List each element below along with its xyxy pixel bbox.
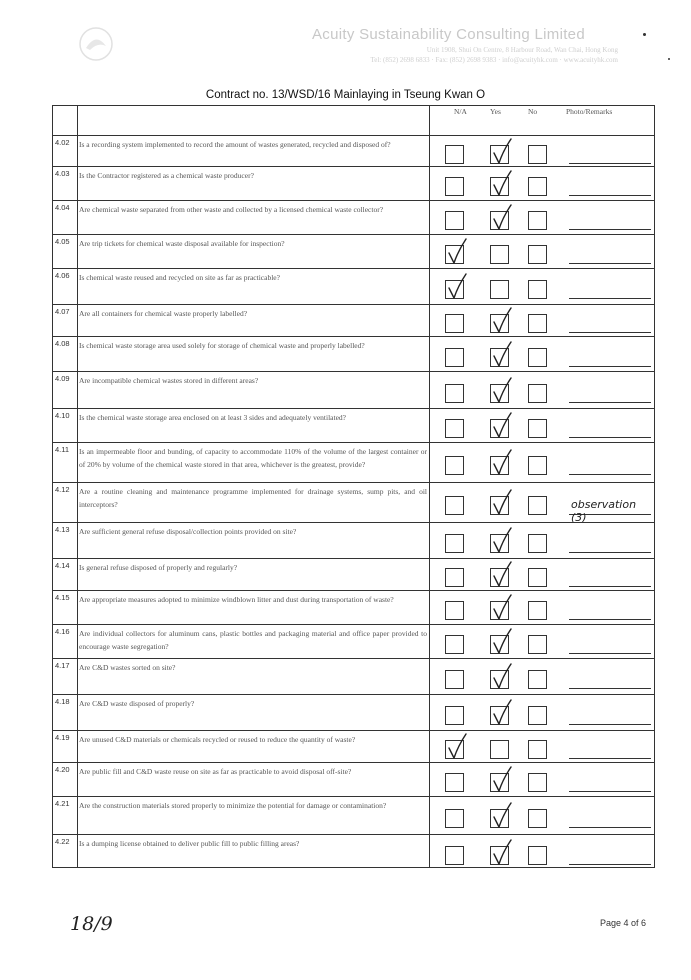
question-text: Are C&D wastes sorted on site? bbox=[79, 663, 176, 672]
checkmark-icon bbox=[492, 666, 512, 692]
page-number: Page 4 of 6 bbox=[600, 918, 647, 928]
checkbox-yes[interactable] bbox=[490, 740, 509, 759]
checkmark-icon bbox=[492, 492, 512, 518]
checkbox-yes[interactable] bbox=[490, 384, 509, 403]
checkbox-na[interactable] bbox=[445, 601, 464, 620]
col-header-no: No bbox=[528, 107, 538, 116]
checkbox-na[interactable] bbox=[445, 568, 464, 587]
checkbox-yes[interactable] bbox=[490, 601, 509, 620]
item-number: 4.10 bbox=[55, 411, 70, 420]
item-number: 4.16 bbox=[55, 627, 70, 636]
item-number: 4.07 bbox=[55, 307, 70, 316]
checkbox-na[interactable] bbox=[445, 670, 464, 689]
checkbox-no[interactable] bbox=[528, 145, 547, 164]
checkbox-no[interactable] bbox=[528, 601, 547, 620]
checkbox-na[interactable] bbox=[445, 773, 464, 792]
checkbox-yes[interactable] bbox=[490, 177, 509, 196]
remarks-line[interactable] bbox=[569, 437, 651, 438]
checkbox-na[interactable] bbox=[445, 348, 464, 367]
checkbox-na[interactable] bbox=[445, 145, 464, 164]
checkbox-na[interactable] bbox=[445, 177, 464, 196]
checkmark-icon bbox=[492, 344, 512, 370]
remarks-line[interactable] bbox=[569, 332, 651, 333]
table-row bbox=[53, 658, 654, 694]
checkbox-yes[interactable] bbox=[490, 145, 509, 164]
checkmark-icon bbox=[492, 702, 512, 728]
table-row bbox=[53, 834, 654, 869]
item-number: 4.02 bbox=[55, 138, 70, 147]
question-text: Are appropriate measures adopted to minimize windblown litter and dust during transportation of waste? bbox=[79, 595, 394, 604]
checkbox-na[interactable] bbox=[445, 384, 464, 403]
checkbox-yes[interactable] bbox=[490, 245, 509, 264]
table-row bbox=[53, 482, 654, 522]
checkbox-no[interactable] bbox=[528, 456, 547, 475]
checkbox-yes[interactable] bbox=[490, 670, 509, 689]
checkbox-na[interactable] bbox=[445, 635, 464, 654]
remarks-line[interactable] bbox=[569, 653, 651, 654]
checkmark-icon bbox=[492, 564, 512, 590]
col-header-yes: Yes bbox=[490, 107, 501, 116]
table-row bbox=[53, 442, 654, 482]
checkmark-icon bbox=[492, 452, 512, 478]
remarks-line[interactable] bbox=[569, 724, 651, 725]
checkbox-no[interactable] bbox=[528, 670, 547, 689]
checkmark-icon bbox=[492, 207, 512, 233]
company-contact: Tel: (852) 2698 6833 · Fax: (852) 2698 9383 · info@acuityhk.com · www.acuityhk.com bbox=[370, 56, 618, 64]
checkbox-yes[interactable] bbox=[490, 635, 509, 654]
checkbox-no[interactable] bbox=[528, 496, 547, 515]
checkbox-na[interactable] bbox=[445, 280, 464, 299]
checkbox-na[interactable] bbox=[445, 534, 464, 553]
checkbox-na[interactable] bbox=[445, 706, 464, 725]
checkbox-no[interactable] bbox=[528, 211, 547, 230]
checkmark-icon bbox=[492, 842, 512, 868]
table-row bbox=[53, 304, 654, 336]
checkmark-icon bbox=[492, 805, 512, 831]
checkmark-icon bbox=[492, 380, 512, 406]
question-text: Are individual collectors for aluminum cans, plastic bottles and packaging material and office paper provided to encourage waste segregation? bbox=[79, 629, 427, 651]
table-row bbox=[53, 522, 654, 558]
company-logo bbox=[76, 24, 116, 64]
item-number: 4.18 bbox=[55, 697, 70, 706]
table-row bbox=[53, 408, 654, 442]
question-text: Are the construction materials stored properly to minimize the potential for damage or contamination? bbox=[79, 801, 387, 810]
checkmark-icon bbox=[447, 736, 467, 762]
remarks-line[interactable] bbox=[569, 552, 651, 553]
remarks-line[interactable] bbox=[569, 586, 651, 587]
handwritten-initials: 18/9 bbox=[70, 913, 113, 935]
question-text: Are trip tickets for chemical waste disposal available for inspection? bbox=[79, 239, 285, 248]
question-text: Are a routine cleaning and maintenance programme implemented for drainage systems, sump pits, and oil interceptors? bbox=[79, 487, 427, 509]
checkmark-icon bbox=[447, 276, 467, 302]
checkbox-yes[interactable] bbox=[490, 846, 509, 865]
checkbox-yes[interactable] bbox=[490, 568, 509, 587]
question-text: Is chemical waste reused and recycled on site as far as practicable? bbox=[79, 273, 280, 282]
remarks-line[interactable] bbox=[569, 758, 651, 759]
question-text: Are C&D waste disposed of properly? bbox=[79, 699, 195, 708]
speck-mark bbox=[643, 33, 646, 36]
checkbox-no[interactable] bbox=[528, 706, 547, 725]
table-row bbox=[53, 762, 654, 796]
table-row bbox=[53, 558, 654, 590]
question-text: Are sufficient general refuse disposal/collection points provided on site? bbox=[79, 527, 297, 536]
checkbox-yes[interactable] bbox=[490, 348, 509, 367]
item-number: 4.13 bbox=[55, 525, 70, 534]
checkbox-yes[interactable] bbox=[490, 534, 509, 553]
checkmark-icon bbox=[492, 141, 512, 167]
item-number: 4.08 bbox=[55, 339, 70, 348]
checkbox-na[interactable] bbox=[445, 846, 464, 865]
checkbox-na[interactable] bbox=[445, 419, 464, 438]
question-text: Is the Contractor registered as a chemical waste producer? bbox=[79, 171, 254, 180]
table-row bbox=[53, 336, 654, 371]
remarks-line[interactable] bbox=[569, 827, 651, 828]
question-text: Is chemical waste storage area used solely for storage of chemical waste and properly labelled? bbox=[79, 341, 365, 350]
checkmark-icon bbox=[447, 241, 467, 267]
checkbox-na[interactable] bbox=[445, 245, 464, 264]
checkbox-yes[interactable] bbox=[490, 280, 509, 299]
remarks-line[interactable] bbox=[569, 366, 651, 367]
item-number: 4.12 bbox=[55, 485, 70, 494]
item-number: 4.09 bbox=[55, 374, 70, 383]
question-text: Are chemical waste separated from other waste and collected by a licensed chemical waste collector? bbox=[79, 205, 384, 214]
checkbox-no[interactable] bbox=[528, 846, 547, 865]
checkbox-na[interactable] bbox=[445, 211, 464, 230]
item-number: 4.05 bbox=[55, 237, 70, 246]
company-address: Unit 1908, Shui On Centre, 8 Harbour Road, Wan Chai, Hong Kong bbox=[426, 46, 618, 54]
checkbox-no[interactable] bbox=[528, 384, 547, 403]
table-row bbox=[53, 200, 654, 234]
checkbox-yes[interactable] bbox=[490, 706, 509, 725]
checkbox-no[interactable] bbox=[528, 245, 547, 264]
question-text: Is an impermeable floor and bunding, of capacity to accommodate 110% of the volume of the largest container or of 20% by volume of the chemical waste stored in that area, whichever is the greatest, provide? bbox=[79, 447, 427, 469]
table-row bbox=[53, 371, 654, 408]
question-text: Is a recording system implemented to record the amount of wastes generated, recycled and disposed of? bbox=[79, 140, 391, 149]
col-header-na: N/A bbox=[454, 107, 467, 116]
checkbox-no[interactable] bbox=[528, 314, 547, 333]
checkbox-yes[interactable] bbox=[490, 456, 509, 475]
checkbox-no[interactable] bbox=[528, 809, 547, 828]
remarks-line[interactable] bbox=[569, 474, 651, 475]
question-text: Is general refuse disposed of properly and regularly? bbox=[79, 563, 238, 572]
question-text: Are all containers for chemical waste properly labelled? bbox=[79, 309, 248, 318]
item-number: 4.15 bbox=[55, 593, 70, 602]
table-row bbox=[53, 590, 654, 624]
speck-mark bbox=[668, 58, 670, 60]
remarks-line[interactable] bbox=[569, 263, 651, 264]
checkbox-na[interactable] bbox=[445, 496, 464, 515]
table-row bbox=[53, 796, 654, 834]
checkbox-no[interactable] bbox=[528, 280, 547, 299]
checkmark-icon bbox=[492, 415, 512, 441]
checkmark-icon bbox=[492, 631, 512, 657]
checkbox-no[interactable] bbox=[528, 177, 547, 196]
contract-title: Contract no. 13/WSD/16 Mainlaying in Tseung Kwan O bbox=[205, 89, 486, 101]
checkbox-no[interactable] bbox=[528, 568, 547, 587]
remarks-line[interactable] bbox=[569, 791, 651, 792]
checkmark-icon bbox=[492, 597, 512, 623]
item-number: 4.06 bbox=[55, 271, 70, 280]
remarks-line[interactable] bbox=[569, 195, 651, 196]
checkbox-yes[interactable] bbox=[490, 211, 509, 230]
checkbox-no[interactable] bbox=[528, 534, 547, 553]
checkbox-no[interactable] bbox=[528, 740, 547, 759]
remark-handwriting: observation (3) bbox=[571, 498, 637, 524]
table-row bbox=[53, 135, 654, 166]
item-number: 4.20 bbox=[55, 765, 70, 774]
checkbox-na[interactable] bbox=[445, 456, 464, 475]
table-row bbox=[53, 694, 654, 730]
remarks-line[interactable] bbox=[569, 163, 651, 164]
checkbox-no[interactable] bbox=[528, 773, 547, 792]
item-number: 4.19 bbox=[55, 733, 70, 742]
checkbox-no[interactable] bbox=[528, 635, 547, 654]
remarks-line[interactable] bbox=[569, 688, 651, 689]
col-header-remarks: Photo/Remarks bbox=[566, 107, 613, 116]
question-text: Are public fill and C&D waste reuse on site as far as practicable to avoid disposal off-site? bbox=[79, 767, 352, 776]
item-number: 4.17 bbox=[55, 661, 70, 670]
checkbox-no[interactable] bbox=[528, 348, 547, 367]
remarks-line[interactable] bbox=[569, 229, 651, 230]
checkmark-icon bbox=[492, 530, 512, 556]
table-row bbox=[53, 234, 654, 268]
remarks-line[interactable] bbox=[569, 298, 651, 299]
item-number: 4.04 bbox=[55, 203, 70, 212]
company-name: Acuity Sustainability Consulting Limited bbox=[312, 26, 585, 43]
question-text: Are incompatible chemical wastes stored in different areas? bbox=[79, 376, 259, 385]
table-row bbox=[53, 624, 654, 658]
checkbox-yes[interactable] bbox=[490, 809, 509, 828]
item-number: 4.14 bbox=[55, 561, 70, 570]
item-number: 4.11 bbox=[55, 445, 70, 454]
checkmark-icon bbox=[492, 310, 512, 336]
checkmark-icon bbox=[492, 769, 512, 795]
remarks-line[interactable] bbox=[569, 864, 651, 865]
checkbox-yes[interactable] bbox=[490, 496, 509, 515]
question-text: Are unused C&D materials or chemicals recycled or reused to reduce the quantity of waste? bbox=[79, 735, 356, 744]
checkbox-na[interactable] bbox=[445, 314, 464, 333]
checklist-table bbox=[52, 105, 655, 868]
question-text: Is a dumping license obtained to deliver public fill to public filling areas? bbox=[79, 839, 300, 848]
item-number: 4.22 bbox=[55, 837, 70, 846]
table-row bbox=[53, 730, 654, 762]
checkbox-na[interactable] bbox=[445, 740, 464, 759]
checkbox-yes[interactable] bbox=[490, 419, 509, 438]
checkbox-yes[interactable] bbox=[490, 314, 509, 333]
checkmark-icon bbox=[492, 173, 512, 199]
item-number: 4.21 bbox=[55, 799, 70, 808]
item-number: 4.03 bbox=[55, 169, 70, 178]
table-row bbox=[53, 166, 654, 200]
table-row bbox=[53, 268, 654, 304]
remarks-line[interactable] bbox=[569, 619, 651, 620]
checkbox-yes[interactable] bbox=[490, 773, 509, 792]
checkbox-na[interactable] bbox=[445, 809, 464, 828]
question-text: Is the chemical waste storage area enclosed on at least 3 sides and adequately ventilated? bbox=[79, 413, 346, 422]
checkbox-no[interactable] bbox=[528, 419, 547, 438]
remarks-line[interactable] bbox=[569, 402, 651, 403]
